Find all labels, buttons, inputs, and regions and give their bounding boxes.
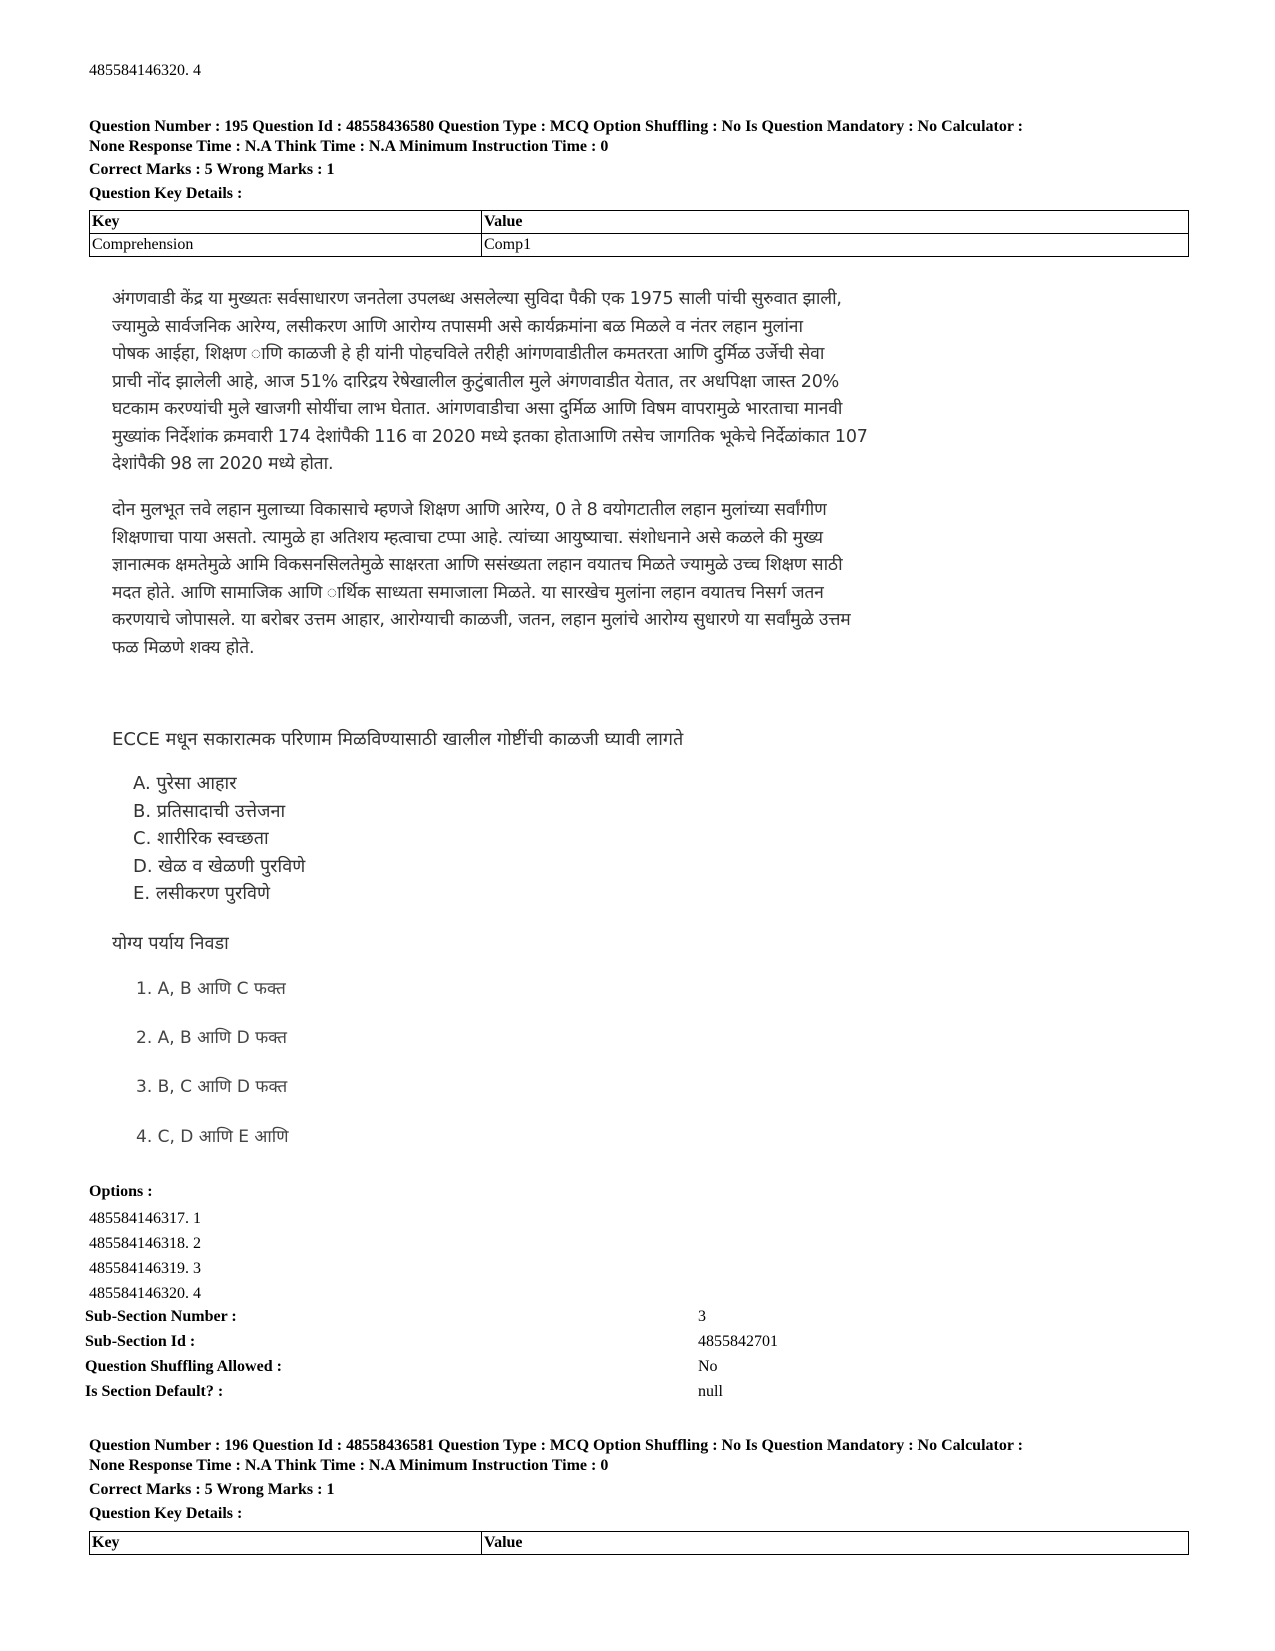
answer-choice-3: 3. B, C आणि D फक्त xyxy=(136,1077,288,1097)
value-header-cell: Value xyxy=(482,1532,1189,1555)
comprehension-line: मदत होते. आणि सामाजिक आणि ार्थिक साध्यता समाजाला मिळते. या सारखेच मुलांना लहान वयातच निसर्ग जतन xyxy=(112,582,824,603)
subsection-id-value: 4855842701 xyxy=(698,1333,778,1350)
subsection-id-label: Sub-Section Id : xyxy=(85,1333,196,1350)
statement-item: A. पुरेसा आहार xyxy=(133,773,237,794)
section-default-label: Is Section Default? : xyxy=(85,1383,224,1400)
previous-option-line: 485584146320. 4 xyxy=(89,62,201,79)
comprehension-line: करणयाचे जोपासले. या बरोबर उत्तम आहार, आरोग्याची काळजी, जतन, लहान मुलांचे आरोग्य सुधारणे या सर्वांमुळे उत्तम xyxy=(112,610,851,630)
comprehension-line: ज्ञानात्मक क्षमतेमुळे आमि विकसनसिलतेमुळे साक्षरता आणि ससंख्यता लहान वयातच मिळते ज्यामुळे उच्च शिक्षण साठी xyxy=(112,555,843,575)
options-list xyxy=(89,1206,201,1306)
comprehension-line: ज्यामुळे सार्वजनिक आरेग्य, लसीकरण आणि आरोग्य तपासमी असे कार्यक्रमांना बळ मिळले व नंतर लहान मुलांना xyxy=(112,316,803,337)
question-195-key-table xyxy=(89,210,1189,257)
question-header-line1: Question Number : 196 Question Id : 48558436581 Question Type : MCQ Option Shuffling : No Is Question Mandatory : No Calculator : xyxy=(89,1437,1023,1454)
value-cell: Comp1 xyxy=(482,234,1189,257)
question-196-key-table xyxy=(89,1531,1189,1555)
comprehension-line: शिक्षणाचा पाया असतो. त्यामुळे हा अतिशय म्हत्वाचा टप्पा आहे. त्यांच्या आयुष्याचा. संशोधनाने असे कळले की मुख्य xyxy=(112,527,823,548)
answer-choice-4: 4. C, D आणि E आणि xyxy=(136,1127,289,1147)
statement-item: D. खेळ व खेळणी पुरविणे xyxy=(133,855,306,877)
comprehension-line: घटकाम करण्यांची मुले खाजगी सोयींचा लाभ घेतात. आंगणवाडीचा असा दुर्मिळ आणि विषम वापरामुळे भारताचा मानवी xyxy=(112,399,843,419)
value-header-cell: Value xyxy=(482,211,1189,234)
comprehension-line: पोषक आईहा, शिक्षण ाणि काळजी हे ही यांनी पोहचविले तरीही आंगणवाडीतील कमतरता आणि दुर्मिळ उर्जेची सेवा xyxy=(112,344,825,364)
subsection-number-value: 3 xyxy=(698,1308,706,1325)
question-196-key-details-label: Question Key Details : xyxy=(89,1505,243,1522)
options-label: Options : xyxy=(89,1183,153,1200)
question-195-marks: Correct Marks : 5 Wrong Marks : 1 xyxy=(89,161,335,178)
question-header-line2: None Response Time : N.A Think Time : N.A Minimum Instruction Time : 0 xyxy=(89,138,609,155)
question-195-key-details-label: Question Key Details : xyxy=(89,185,243,202)
statement-list xyxy=(133,770,305,908)
comprehension-paragraph-1 xyxy=(112,286,1032,479)
key-cell: Comprehension xyxy=(90,234,482,257)
option-item: 485584146317. 1 xyxy=(89,1210,201,1227)
question-195-header xyxy=(89,117,1189,157)
option-item: 485584146320. 4 xyxy=(89,1285,201,1302)
option-item: 485584146319. 3 xyxy=(89,1260,201,1277)
section-default-value: null xyxy=(698,1383,723,1400)
comprehension-line: मुख्यांक निर्देशांक क्रमवारी 174 देशांपैकी 116 वा 2020 मध्ये इतका होताआणि तसेच जागतिक भूकेचे निर्देळांकात 107 xyxy=(112,426,868,447)
comprehension-line: देशांपैकी 98 ला 2020 मध्ये होता. xyxy=(112,454,334,474)
answer-choice-1: 1. A, B आणि C फक्त xyxy=(136,979,286,999)
question-196-header xyxy=(89,1436,1189,1476)
table-header-row xyxy=(90,1532,1189,1555)
option-item: 485584146318. 2 xyxy=(89,1235,201,1252)
key-header-cell: Key xyxy=(90,211,482,234)
comprehension-line: दोन मुलभूत त्तवे लहान मुलाच्या विकासाचे म्हणजे शिक्षण आणि आरेग्य, 0 ते 8 वयोगटातील लहान मुलांच्या सर्वांगीण xyxy=(112,500,827,520)
table-header-row xyxy=(90,211,1189,234)
key-header-cell: Key xyxy=(90,1532,482,1555)
subsection-number-label: Sub-Section Number : xyxy=(85,1308,237,1325)
question-text: ECCE मधून सकारात्मक परिणाम मिळविण्यासाठी खालील गोष्टींची काळजी घ्यावी लागते xyxy=(112,729,684,750)
table-row xyxy=(90,234,1189,257)
question-196-marks: Correct Marks : 5 Wrong Marks : 1 xyxy=(89,1481,335,1498)
comprehension-line: फळ मिळणे शक्य होते. xyxy=(112,637,255,658)
question-shuffling-label: Question Shuffling Allowed : xyxy=(85,1358,282,1375)
question-header-line2: None Response Time : N.A Think Time : N.A Minimum Instruction Time : 0 xyxy=(89,1457,609,1474)
comprehension-line: प्राची नोंद झालेली आहे, आज 51% दारिद्रय रेषेखालील कुटुंबातील मुले अंगणवाडीत येतात, तर अधपिक्षा जास्त 20% xyxy=(112,371,840,392)
statement-item: E. लसीकरण पुरविणे xyxy=(133,883,271,904)
answer-choice-2: 2. A, B आणि D फक्त xyxy=(136,1028,288,1048)
question-shuffling-value: No xyxy=(698,1358,718,1375)
question-header-line1: Question Number : 195 Question Id : 48558436580 Question Type : MCQ Option Shuffling : No Is Question Mandatory : No Calculator : xyxy=(89,118,1023,135)
statement-item: C. शारीरिक स्वच्छता xyxy=(133,828,269,849)
comprehension-paragraph-2 xyxy=(112,497,1032,662)
statement-item: B. प्रतिसादाची उत्तेजना xyxy=(133,800,286,822)
comprehension-line: अंगणवाडी केंद्र या मुख्यतः सर्वसाधारण जनतेला उपलब्ध असलेल्या सुविदा पैकी एक 1975 साली पांची सुरुवात झाली, xyxy=(112,289,842,309)
choose-correct-option-text: योग्य पर्याय निवडा xyxy=(112,933,229,954)
